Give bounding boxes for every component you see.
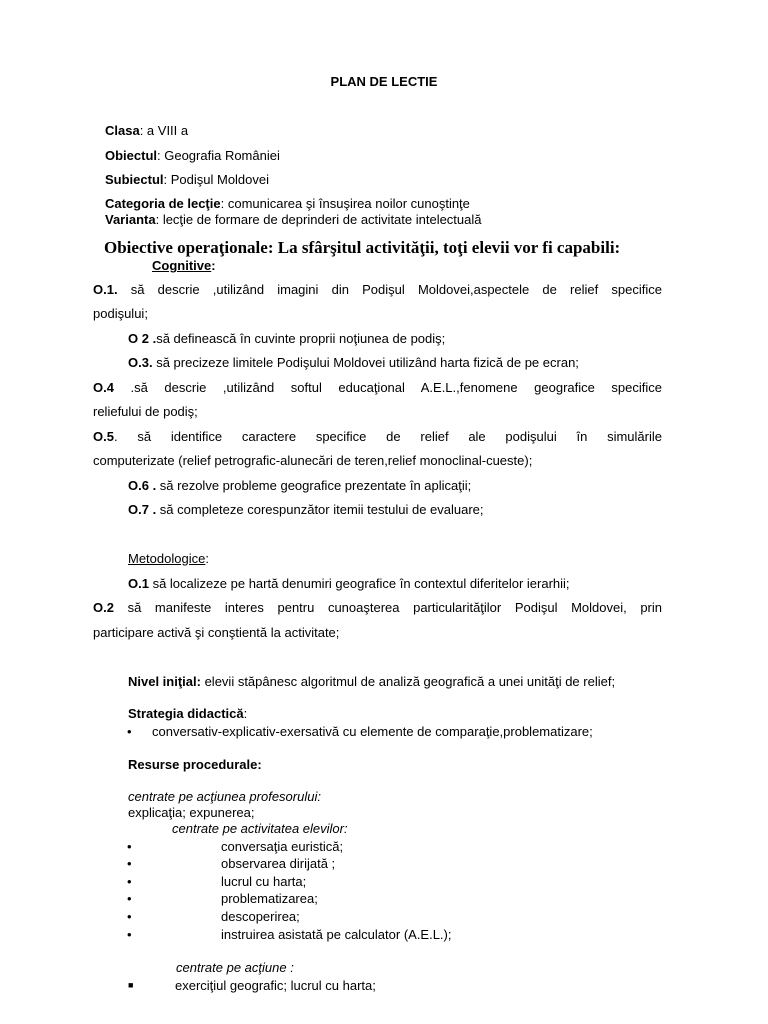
list-item-text: conversaţia euristică; — [221, 839, 344, 854]
objective-text-continued: reliefului de podiş; — [93, 404, 198, 419]
objective-item — [93, 429, 662, 444]
field-clasa — [105, 123, 188, 138]
field-subiectul — [105, 172, 269, 187]
objectives-heading-rest: : La sfârşitul activităţii, toţi elevii vor fi capabili: — [267, 238, 621, 257]
objective-text: să rezolve probleme geografice prezentate în aplicaţii; — [156, 478, 472, 493]
bullet-icon: • — [127, 856, 132, 871]
objective-text: .să descrie ,utilizând softul educaţional A.E.L.,fenomene geografice specifice — [113, 380, 662, 395]
methodological-item — [93, 600, 662, 615]
list-item-text: observarea dirijată ; — [221, 856, 336, 871]
strategia-label: Strategia didactică — [128, 706, 244, 721]
objective-code: O.4 — [93, 380, 114, 395]
objective-item — [128, 331, 445, 346]
objective-text-continued: computerizate (relief petrografic-alunecări de teren,relief monoclinal-cueste); — [93, 453, 533, 468]
nivel-initial-label: Nivel iniţial: — [128, 674, 201, 689]
objective-text: să precizeze limitele Podişului Moldovei utilizând harta fizică de pe ecran; — [152, 355, 579, 370]
profesor-heading-colon: : — [317, 789, 321, 804]
objectives-heading — [104, 239, 620, 257]
elevi-heading-colon: : — [343, 821, 348, 836]
objective-code: O.1 — [128, 576, 149, 591]
objective-text: să completeze corespunzător itemii testului de evaluare; — [156, 502, 484, 517]
field-value: : Podişul Moldovei — [163, 172, 270, 187]
field-label: Obiectul — [105, 148, 158, 163]
objective-code: O 2 . — [128, 331, 157, 346]
field-value: : Geografia României — [157, 148, 280, 163]
strategia-colon: : — [243, 706, 248, 721]
field-value: : a VIII a — [139, 123, 189, 138]
page-title: PLAN DE LECTIE — [330, 74, 438, 89]
methodological-colon: : — [205, 551, 209, 566]
resurse-heading: Resurse procedurale: — [128, 757, 262, 772]
list-item-text: lucrul cu harta; — [221, 874, 307, 889]
profesor-heading-label: centrate pe acţiunea profesorului — [128, 789, 318, 804]
objective-item — [128, 502, 484, 517]
field-varianta — [105, 212, 482, 227]
objective-text: să localizeze pe hartă denumiri geografice în contextul diferitelor ierarhii; — [148, 576, 570, 591]
methodological-item — [128, 576, 570, 591]
field-label: Clasa — [105, 123, 140, 138]
actiune-heading-colon: : — [286, 960, 294, 975]
objective-item — [93, 282, 662, 297]
field-label: Categoria de lecţie — [105, 196, 221, 211]
objective-code: O.7 . — [128, 502, 157, 517]
list-item-text: instruirea asistată pe calculator (A.E.L.); — [221, 927, 452, 942]
actiune-heading — [176, 960, 294, 975]
square-bullet-icon: ■ — [128, 980, 134, 990]
field-categoria — [105, 196, 470, 211]
elevi-heading — [172, 821, 348, 836]
elevi-heading-label: centrate pe activitatea elevilor — [172, 821, 344, 836]
bullet-icon: • — [127, 891, 132, 906]
nivel-initial-text: elevii stăpânesc algoritmul de analiză geografică a unei unităţi de relief; — [200, 674, 616, 689]
objective-item — [128, 355, 579, 370]
methodological-label: Metodologice — [128, 551, 206, 566]
cognitive-heading — [152, 258, 216, 273]
field-label: Subiectul — [105, 172, 164, 187]
bullet-icon: • — [127, 927, 132, 942]
strategia-heading — [128, 706, 247, 721]
actiune-heading-label: centrate pe acţiune — [176, 960, 287, 975]
objective-text: să definească în cuvinte proprii noţiunea de podiş; — [156, 331, 446, 346]
objective-text: să descrie ,utilizând imagini din Podişul Moldovei,aspectele de relief specifice — [117, 282, 662, 297]
bullet-icon: • — [127, 724, 132, 739]
objective-code: O.3. — [128, 355, 153, 370]
cognitive-label: Cognitive — [152, 258, 212, 273]
objectives-heading-label: Obiective operaţionale — [104, 238, 268, 257]
field-label: Varianta — [105, 212, 156, 227]
nivel-initial — [128, 674, 615, 689]
objective-item — [128, 478, 471, 493]
list-item-text: problematizarea; — [221, 891, 318, 906]
bullet-icon: • — [127, 839, 132, 854]
objective-item — [93, 380, 662, 395]
bullet-icon: • — [127, 874, 132, 889]
objective-text: . să identifice caractere specifice de relief ale podişului în simulările — [113, 429, 662, 444]
objective-code: O.2 — [93, 600, 114, 615]
profesor-heading — [128, 789, 321, 804]
bullet-icon: • — [127, 909, 132, 924]
field-obiectul — [105, 148, 280, 163]
objective-text-continued: participare activă şi conştientă la activitate; — [93, 625, 340, 640]
field-value: : comunicarea şi însuşirea noilor cunoştinţe — [220, 196, 470, 211]
objective-code: O.6 . — [128, 478, 157, 493]
objective-code: O.5 — [93, 429, 114, 444]
list-item-text: descoperirea; — [221, 909, 300, 924]
cognitive-colon: : — [211, 258, 216, 273]
profesor-items: explicaţia; expunerea; — [128, 805, 255, 820]
list-item-text: conversativ-explicativ-exersativă cu elemente de comparaţie,problematizare; — [152, 724, 593, 739]
objective-text-continued: podişului; — [93, 306, 148, 321]
field-value: : lecţie de formare de deprinderi de activitate intelectuală — [155, 212, 482, 227]
objective-code: O.1. — [93, 282, 118, 297]
objective-text: să manifeste interes pentru cunoaşterea particularităţilor Podişul Moldovei, prin — [113, 600, 662, 615]
methodological-heading — [128, 551, 209, 566]
list-item-text: exerciţiul geografic; lucrul cu harta; — [175, 978, 376, 993]
